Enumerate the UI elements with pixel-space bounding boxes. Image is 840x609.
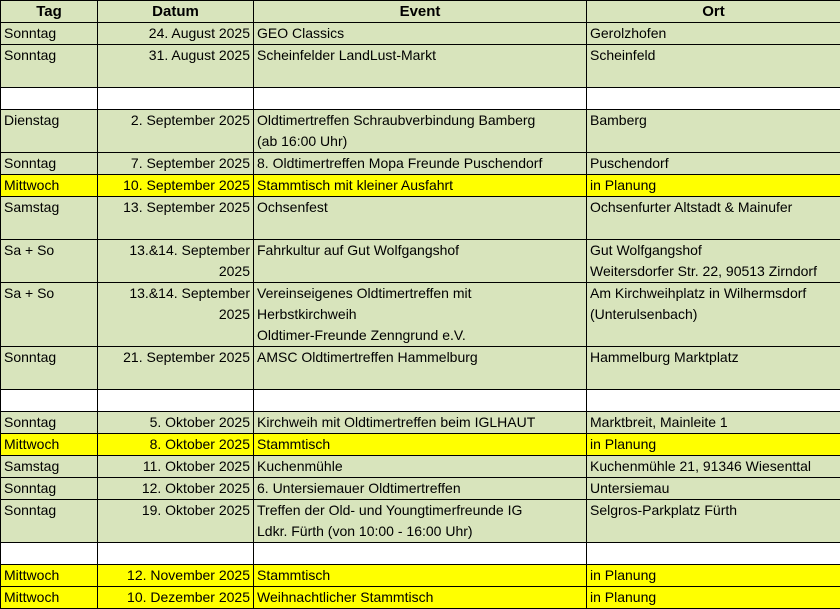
- cell-tag: Mittwoch: [1, 434, 98, 456]
- cell-ort: in Planung: [587, 565, 840, 587]
- cell-event: [254, 543, 587, 565]
- table-row: [1, 478, 840, 500]
- cell-tag: Sa + So: [1, 283, 98, 347]
- table-row: [1, 283, 840, 347]
- header-datum: Datum: [98, 1, 254, 23]
- cell-ort: Kuchenmühle 21, 91346 Wiesenttal: [587, 456, 840, 478]
- header-tag: Tag: [1, 1, 98, 23]
- cell-datum: 31. August 2025: [98, 45, 254, 88]
- cell-ort: [587, 88, 840, 110]
- cell-event: Fahrkultur auf Gut Wolfgangshof: [254, 240, 587, 283]
- cell-tag: Mittwoch: [1, 587, 98, 609]
- cell-tag: Sonntag: [1, 23, 98, 45]
- cell-ort: in Planung: [587, 587, 840, 609]
- cell-datum: 12. Oktober 2025: [98, 478, 254, 500]
- table-row: [1, 45, 840, 88]
- cell-tag: Sonntag: [1, 412, 98, 434]
- table-row: [1, 500, 840, 543]
- cell-event: 8. Oldtimertreffen Mopa Freunde Puschendorf: [254, 153, 587, 175]
- cell-ort: Ochsenfurter Altstadt & Mainufer: [587, 197, 840, 240]
- table-row: [1, 240, 840, 283]
- cell-event: Stammtisch mit kleiner Ausfahrt: [254, 175, 587, 197]
- cell-event: Stammtisch: [254, 434, 587, 456]
- cell-datum: 5. Oktober 2025: [98, 412, 254, 434]
- table-row: [1, 110, 840, 153]
- cell-tag: Dienstag: [1, 110, 98, 153]
- cell-datum: 21. September 2025: [98, 347, 254, 390]
- cell-tag: Samstag: [1, 456, 98, 478]
- table-row: [1, 347, 840, 390]
- cell-event: Treffen der Old- und Youngtimerfreunde IG Ldkr. Fürth (von 10:00 - 16:00 Uhr): [254, 500, 587, 543]
- cell-event: Vereinseigenes Oldtimertreffen mit Herbstkirchweih Oldtimer-Freunde Zenngrund e.V.: [254, 283, 587, 347]
- cell-event: 6. Untersiemauer Oldtimertreffen: [254, 478, 587, 500]
- cell-tag: [1, 88, 98, 110]
- cell-datum: 13. September 2025: [98, 197, 254, 240]
- cell-ort: Selgros-Parkplatz Fürth: [587, 500, 840, 543]
- cell-ort: Gut Wolfgangshof Weitersdorfer Str. 22, 90513 Zirndorf: [587, 240, 840, 283]
- cell-event: [254, 88, 587, 110]
- cell-ort: Scheinfeld: [587, 45, 840, 88]
- cell-datum: 12. November 2025: [98, 565, 254, 587]
- cell-tag: Sa + So: [1, 240, 98, 283]
- cell-ort: Bamberg: [587, 110, 840, 153]
- cell-event: Stammtisch: [254, 565, 587, 587]
- header-ort: Ort: [587, 1, 840, 23]
- cell-ort: [587, 390, 840, 412]
- cell-tag: Samstag: [1, 197, 98, 240]
- table-row: [1, 565, 840, 587]
- cell-datum: 10. Dezember 2025: [98, 587, 254, 609]
- table-row: [1, 456, 840, 478]
- spacer-row: [1, 390, 840, 412]
- cell-datum: 8. Oktober 2025: [98, 434, 254, 456]
- cell-event: Scheinfelder LandLust-Markt: [254, 45, 587, 88]
- cell-datum: [98, 390, 254, 412]
- table-row: [1, 587, 840, 609]
- table-row: [1, 197, 840, 240]
- cell-tag: Sonntag: [1, 45, 98, 88]
- cell-datum: [98, 88, 254, 110]
- cell-datum: 13.&14. September 2025: [98, 240, 254, 283]
- cell-ort: in Planung: [587, 434, 840, 456]
- table-row: [1, 434, 840, 456]
- cell-tag: [1, 543, 98, 565]
- cell-datum: 10. September 2025: [98, 175, 254, 197]
- cell-tag: Sonntag: [1, 478, 98, 500]
- cell-datum: [98, 543, 254, 565]
- header-row: [1, 1, 840, 23]
- cell-datum: 7. September 2025: [98, 153, 254, 175]
- header-event: Event: [254, 1, 587, 23]
- table-row: [1, 153, 840, 175]
- cell-tag: Mittwoch: [1, 175, 98, 197]
- cell-datum: 24. August 2025: [98, 23, 254, 45]
- cell-event: GEO Classics: [254, 23, 587, 45]
- cell-tag: Mittwoch: [1, 565, 98, 587]
- cell-event: [254, 390, 587, 412]
- cell-ort: in Planung: [587, 175, 840, 197]
- cell-datum: 13.&14. September 2025: [98, 283, 254, 347]
- cell-tag: [1, 390, 98, 412]
- cell-datum: 19. Oktober 2025: [98, 500, 254, 543]
- cell-ort: Am Kirchweihplatz in Wilhermsdorf (Unterulsenbach): [587, 283, 840, 347]
- cell-ort: [587, 543, 840, 565]
- cell-tag: Sonntag: [1, 500, 98, 543]
- cell-event: AMSC Oldtimertreffen Hammelburg: [254, 347, 587, 390]
- cell-datum: 11. Oktober 2025: [98, 456, 254, 478]
- cell-ort: Puschendorf: [587, 153, 840, 175]
- cell-ort: Gerolzhofen: [587, 23, 840, 45]
- table-row: [1, 23, 840, 45]
- cell-ort: Marktbreit, Mainleite 1: [587, 412, 840, 434]
- table-row: [1, 175, 840, 197]
- cell-event: Ochsenfest: [254, 197, 587, 240]
- cell-event: Oldtimertreffen Schraubverbindung Bamberg (ab 16:00 Uhr): [254, 110, 587, 153]
- cell-tag: Sonntag: [1, 347, 98, 390]
- table-row: [1, 412, 840, 434]
- cell-event: Weihnachtlicher Stammtisch: [254, 587, 587, 609]
- cell-datum: 2. September 2025: [98, 110, 254, 153]
- cell-ort: Untersiemau: [587, 478, 840, 500]
- cell-ort: Hammelburg Marktplatz: [587, 347, 840, 390]
- spacer-row: [1, 88, 840, 110]
- cell-event: Kuchenmühle: [254, 456, 587, 478]
- cell-tag: Sonntag: [1, 153, 98, 175]
- cell-event: Kirchweih mit Oldtimertreffen beim IGLHAUT: [254, 412, 587, 434]
- spacer-row: [1, 543, 840, 565]
